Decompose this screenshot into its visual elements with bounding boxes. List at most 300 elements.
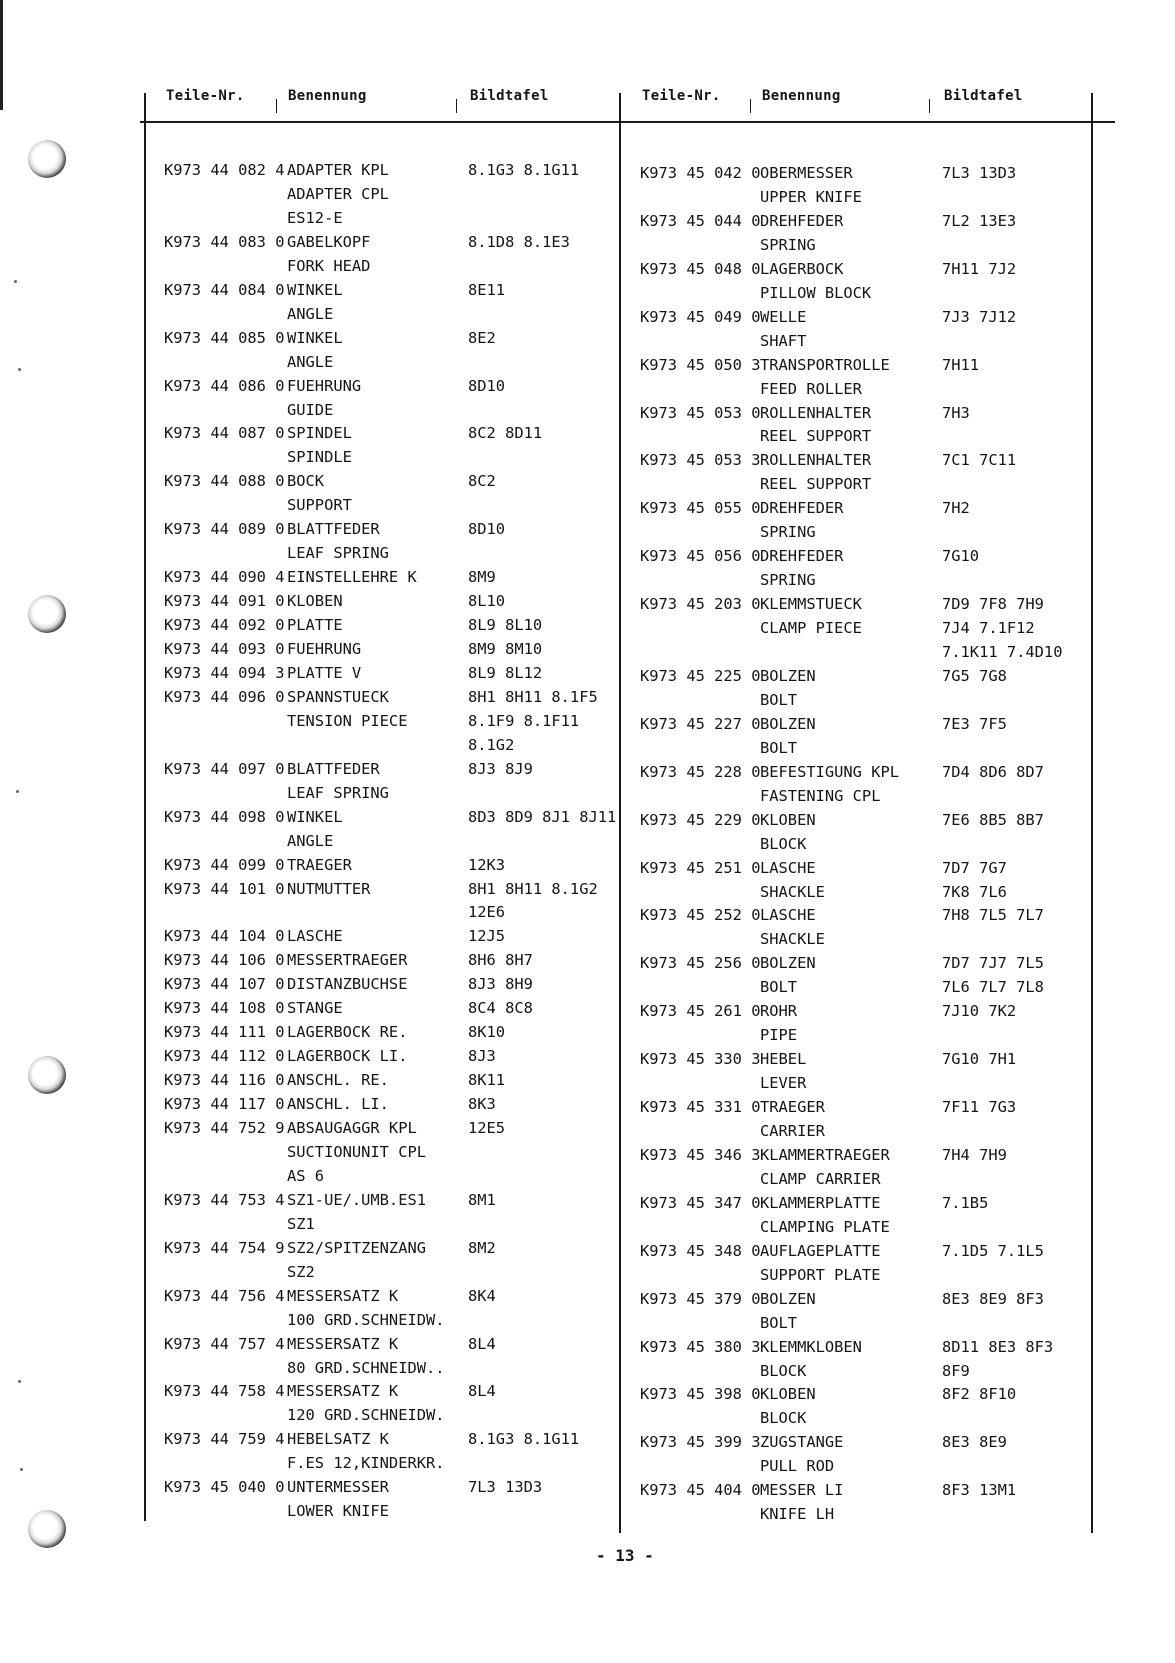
- part-number: K973 44 101 0: [164, 879, 285, 898]
- table-row: [0, 808, 1175, 832]
- part-name: KLAMMERPLATTE: [760, 1193, 881, 1212]
- header-plate-left: Bildtafel: [470, 88, 549, 104]
- part-name: PILLOW BLOCK: [760, 283, 872, 302]
- table-row: [0, 927, 1175, 951]
- part-number: K973 44 092 0: [164, 616, 285, 635]
- plate-reference: 7D4 8D6 8D7: [942, 762, 1044, 781]
- part-name: BLOCK: [760, 834, 807, 853]
- plate-reference: 7G10 7H1: [942, 1050, 1017, 1069]
- table-row: [0, 496, 1175, 520]
- table-row: [0, 209, 1175, 233]
- part-name: SPINDEL: [287, 424, 352, 443]
- plate-reference: 8L9 8L10: [468, 616, 543, 635]
- part-name: BOLT: [760, 978, 798, 997]
- plate-reference: 8K11: [468, 1071, 506, 1090]
- header-tick: [456, 99, 457, 113]
- part-number: K973 44 099 0: [164, 855, 285, 874]
- part-name: LASCHE: [760, 906, 816, 925]
- table-row: [0, 233, 1175, 257]
- part-number: K973 45 053 3: [640, 451, 761, 470]
- plate-reference: 7.1K11 7.4D10: [942, 643, 1063, 661]
- part-number: K973 44 759 4: [164, 1430, 285, 1449]
- plate-reference: 7H11: [942, 355, 980, 374]
- table-row: [0, 640, 1175, 664]
- part-name: AS 6: [287, 1166, 325, 1185]
- part-name: STANGE: [287, 999, 343, 1018]
- table-row: [0, 329, 1175, 353]
- plate-reference: 7L3 13D3: [468, 1478, 543, 1497]
- part-name: PLATTE: [287, 616, 343, 635]
- part-name: TRAEGER: [760, 1098, 825, 1117]
- part-number: K973 45 225 0: [640, 666, 761, 685]
- part-name: DREHFEDER: [760, 547, 844, 566]
- part-name: 80 GRD.SCHNEIDW..: [287, 1358, 445, 1377]
- part-name: WINKEL: [287, 807, 343, 826]
- part-name: OBERMESSER: [760, 164, 853, 182]
- plate-reference: 8L4: [468, 1334, 496, 1353]
- table-row: [0, 975, 1175, 999]
- table-row: [0, 1478, 1175, 1502]
- part-name: BLATTFEDER: [287, 759, 380, 778]
- plate-reference: 8J3 8J9: [468, 759, 533, 778]
- header-tick: [276, 99, 277, 113]
- part-name: SZ1: [287, 1214, 315, 1233]
- table-row: [0, 1071, 1175, 1095]
- part-name: WELLE: [760, 307, 807, 326]
- part-name: SUCTIONUNIT CPL: [287, 1142, 426, 1161]
- part-number: K973 44 086 0: [164, 376, 285, 395]
- part-name: BOLZEN: [760, 1289, 816, 1308]
- part-name: 120 GRD.SCHNEIDW.: [287, 1406, 445, 1425]
- part-number: K973 45 050 3: [640, 355, 761, 374]
- plate-reference: 7J10 7K2: [942, 1002, 1017, 1021]
- part-number: K973 45 399 3: [640, 1433, 761, 1452]
- table-row: [0, 1143, 1175, 1167]
- part-number: K973 45 398 0: [640, 1385, 761, 1404]
- part-name: F.ES 12,KINDERKR.: [287, 1454, 445, 1473]
- table-row: [0, 472, 1175, 496]
- part-number: K973 45 346 3: [640, 1145, 761, 1164]
- part-name: KLEMMSTUECK: [760, 595, 862, 614]
- part-name: BLATTFEDER: [287, 520, 380, 539]
- part-name: WINKEL: [287, 280, 343, 299]
- part-name: DISTANZBUCHSE: [287, 975, 408, 994]
- part-name: MESSERTRAEGER: [287, 951, 408, 970]
- table-row: [0, 377, 1175, 401]
- header-name-left: Benennung: [288, 88, 367, 104]
- table-row: [0, 448, 1175, 472]
- plate-reference: 7H8 7L5 7L7: [942, 906, 1044, 925]
- part-name: SZ1-UE/.UMB.ES1: [287, 1190, 426, 1209]
- part-number: K973 44 085 0: [164, 328, 285, 347]
- table-row: [0, 305, 1175, 329]
- part-name: SZ2: [287, 1262, 315, 1281]
- part-name: SPINDLE: [287, 448, 352, 467]
- part-name: ANGLE: [287, 352, 334, 371]
- part-number: K973 45 227 0: [640, 714, 761, 733]
- plate-reference: 7H11 7J2: [942, 259, 1017, 278]
- part-number: K973 44 107 0: [164, 975, 285, 994]
- part-name: ANGLE: [287, 304, 334, 323]
- plate-reference: 8K4: [468, 1286, 496, 1305]
- part-number: K973 44 117 0: [164, 1095, 285, 1114]
- part-number: K973 44 756 4: [164, 1286, 285, 1305]
- edge-mark: [0, 0, 3, 110]
- part-number: K973 44 089 0: [164, 520, 285, 539]
- plate-reference: 7F11 7G3: [942, 1098, 1017, 1117]
- part-name: KLAMMERTRAEGER: [760, 1145, 890, 1164]
- part-number: K973 45 404 0: [640, 1481, 761, 1500]
- part-name: BOLZEN: [760, 714, 816, 733]
- plate-reference: 12E5: [468, 1119, 506, 1137]
- part-name: WINKEL: [287, 328, 343, 347]
- part-name: EINSTELLEHRE K: [287, 568, 417, 587]
- plate-reference: 8.1F9 8.1F11: [468, 711, 580, 730]
- part-name: MESSERSATZ K: [287, 1286, 399, 1305]
- part-number: K973 44 754 9: [164, 1238, 285, 1257]
- plate-reference: 8C4 8C8: [468, 999, 533, 1018]
- part-name: BOLT: [760, 738, 798, 757]
- table-row: [0, 353, 1175, 377]
- plate-reference: 7D7 7J7 7L5: [942, 954, 1044, 973]
- part-number: K973 44 098 0: [164, 807, 285, 826]
- plate-reference: 7H2: [942, 499, 970, 518]
- plate-reference: 7G5 7G8: [942, 666, 1007, 685]
- part-number: K973 45 049 0: [640, 307, 761, 326]
- plate-reference: 12E6: [468, 903, 506, 922]
- part-name: UNTERMESSER: [287, 1478, 389, 1497]
- plate-reference: 8H1 8H11 8.1F5: [468, 687, 598, 706]
- table-row: [0, 1287, 1175, 1311]
- plate-reference: 8M2: [468, 1238, 496, 1257]
- table-row: [0, 1382, 1175, 1406]
- plate-reference: 8M9 8M10: [468, 640, 543, 658]
- part-name: BEFESTIGUNG KPL: [760, 762, 899, 781]
- plate-reference: 7.1D5 7.1L5: [942, 1241, 1044, 1260]
- part-name: ABSAUGAGGR KPL: [287, 1119, 417, 1137]
- part-name: PLATTE V: [287, 663, 362, 682]
- header-plate-right: Bildtafel: [944, 88, 1023, 104]
- plate-reference: 8H6 8H7: [468, 951, 533, 970]
- part-number: K973 45 042 0: [640, 164, 761, 182]
- table-row: [0, 1430, 1175, 1454]
- table-row: [0, 401, 1175, 425]
- part-number: K973 44 083 0: [164, 232, 285, 251]
- table-row: [0, 520, 1175, 544]
- part-number: K973 45 203 0: [640, 595, 761, 614]
- part-number: K973 44 112 0: [164, 1047, 285, 1066]
- part-number: K973 45 380 3: [640, 1337, 761, 1356]
- table-row: [0, 544, 1175, 568]
- plate-reference: 8J3 8H9: [468, 975, 533, 994]
- plate-reference: 8C2 8D11: [468, 424, 543, 443]
- part-name: CLAMP PIECE: [760, 619, 862, 638]
- table-row: [0, 880, 1175, 904]
- part-number: K973 44 752 9: [164, 1119, 285, 1137]
- plate-reference: 7C1 7C11: [942, 451, 1017, 470]
- part-number: K973 44 084 0: [164, 280, 285, 299]
- plate-reference: 8F9: [942, 1361, 970, 1380]
- table-row: [0, 1047, 1175, 1071]
- part-name: LEAF SPRING: [287, 544, 389, 563]
- plate-reference: 8C2: [468, 472, 496, 491]
- plate-reference: 8L4: [468, 1382, 496, 1401]
- table-row: [0, 664, 1175, 688]
- part-name: SZ2/SPITZENZANG: [287, 1238, 426, 1257]
- table-row: [0, 1167, 1175, 1191]
- part-name: HEBEL: [760, 1050, 807, 1069]
- part-number: K973 45 347 0: [640, 1193, 761, 1212]
- part-name: UPPER KNIFE: [760, 187, 862, 206]
- part-number: K973 45 055 0: [640, 499, 761, 518]
- part-name: KLOBEN: [760, 810, 816, 829]
- plate-reference: 8L9 8L12: [468, 663, 543, 682]
- plate-reference: 8D10: [468, 520, 506, 539]
- part-name: FASTENING CPL: [760, 786, 881, 805]
- plate-reference: 8M1: [468, 1190, 496, 1209]
- part-number: K973 45 056 0: [640, 547, 761, 566]
- part-number: K973 45 348 0: [640, 1241, 761, 1260]
- header-tick: [929, 99, 930, 113]
- table-row: [0, 1119, 1175, 1143]
- part-number: K973 44 090 4: [164, 568, 285, 587]
- part-name: ROLLENHALTER: [760, 403, 872, 422]
- part-number: K973 44 093 0: [164, 640, 285, 658]
- part-name: MESSERSATZ K: [287, 1382, 399, 1401]
- plate-reference: 7D7 7G7: [942, 858, 1007, 877]
- part-number: K973 45 228 0: [640, 762, 761, 781]
- part-name: ADAPTER KPL: [287, 161, 389, 179]
- table-row: [0, 856, 1175, 880]
- part-number: K973 45 331 0: [640, 1098, 761, 1117]
- plate-reference: 7J3 7J12: [942, 307, 1017, 326]
- plate-reference: 8J3: [468, 1047, 496, 1066]
- plate-reference: 7H4 7H9: [942, 1145, 1007, 1164]
- part-name: DREHFEDER: [760, 499, 844, 518]
- plate-reference: 7G10: [942, 547, 980, 566]
- part-number: K973 44 094 3: [164, 663, 285, 682]
- plate-reference: 8.1G2: [468, 735, 515, 754]
- part-name: KLOBEN: [760, 1385, 816, 1404]
- plate-reference: 8M9: [468, 568, 496, 587]
- plate-reference: 7L2 13E3: [942, 211, 1017, 230]
- part-name: GABELKOPF: [287, 232, 371, 251]
- part-number: K973 44 116 0: [164, 1071, 285, 1090]
- part-name: SPRING: [760, 523, 816, 542]
- part-number: K973 44 088 0: [164, 472, 285, 491]
- table-row: [0, 784, 1175, 808]
- part-name: SPRING: [760, 571, 816, 590]
- table-row: [0, 1454, 1175, 1478]
- table-row: [0, 736, 1175, 760]
- plate-reference: 8E2: [468, 328, 496, 347]
- table-row: [0, 832, 1175, 856]
- part-number: K973 44 111 0: [164, 1023, 285, 1042]
- table-row: [0, 1023, 1175, 1047]
- part-name: FEED ROLLER: [760, 379, 862, 398]
- part-name: LASCHE: [287, 927, 343, 946]
- part-name: BOLZEN: [760, 954, 816, 973]
- plate-reference: 8D3 8D9 8J1 8J11: [468, 807, 617, 826]
- plate-reference: 8F2 8F10: [942, 1385, 1017, 1404]
- part-number: K973 45 251 0: [640, 858, 761, 877]
- part-name: ROHR: [760, 1002, 798, 1021]
- plate-reference: 7E3 7F5: [942, 714, 1007, 733]
- table-row: [0, 161, 1175, 185]
- part-number: K973 44 087 0: [164, 424, 285, 443]
- part-name: DREHFEDER: [760, 211, 844, 230]
- part-name: TRANSPORTROLLE: [760, 355, 890, 374]
- plate-reference: 8.1G3 8.1G11: [468, 161, 580, 179]
- part-name: SUPPORT: [287, 496, 352, 515]
- part-name: SPRING: [760, 235, 816, 254]
- table-row: [0, 568, 1175, 592]
- part-number: K973 44 096 0: [164, 687, 285, 706]
- plate-reference: 8D11 8E3 8F3: [942, 1337, 1054, 1356]
- table-row: [0, 712, 1175, 736]
- part-name: BOLT: [760, 690, 798, 709]
- part-number: K973 45 040 0: [164, 1478, 285, 1497]
- plate-reference: 7K8 7L6: [942, 882, 1007, 901]
- table-row: [0, 1215, 1175, 1239]
- table-row: [0, 1095, 1175, 1119]
- part-name: SHACKLE: [760, 882, 825, 901]
- part-name: LAGERBOCK RE.: [287, 1023, 408, 1042]
- plate-reference: 7.1B5: [942, 1193, 989, 1212]
- table-row: [0, 424, 1175, 448]
- part-name: BOLZEN: [760, 666, 816, 685]
- part-name: LASCHE: [760, 858, 816, 877]
- header-name-right: Benennung: [762, 88, 841, 104]
- part-number: K973 45 229 0: [640, 810, 761, 829]
- table-row: [0, 1359, 1175, 1383]
- part-name: LAGERBOCK LI.: [287, 1047, 408, 1066]
- part-name: MESSER LI: [760, 1481, 844, 1500]
- plate-reference: 8H1 8H11 8.1G2: [468, 879, 598, 898]
- part-name: CLAMP CARRIER: [760, 1169, 881, 1188]
- part-number: K973 45 053 0: [640, 403, 761, 422]
- part-name: NUTMUTTER: [287, 879, 371, 898]
- plate-reference: 8K10: [468, 1023, 506, 1042]
- part-number: K973 44 082 4: [164, 161, 285, 179]
- part-name: 100 GRD.SCHNEIDW.: [287, 1310, 445, 1329]
- table-row: [0, 760, 1175, 784]
- table-row: [0, 257, 1175, 281]
- part-number: K973 45 044 0: [640, 211, 761, 230]
- part-name: BLOCK: [760, 1361, 807, 1380]
- part-name: PIPE: [760, 1026, 798, 1045]
- part-name: SHACKLE: [760, 930, 825, 949]
- part-number: K973 44 104 0: [164, 927, 285, 946]
- part-number: K973 44 108 0: [164, 999, 285, 1018]
- part-name: LEVER: [760, 1074, 807, 1093]
- part-name: ANSCHL. RE.: [287, 1071, 389, 1090]
- plate-reference: 7H3: [942, 403, 970, 422]
- part-name: ROLLENHALTER: [760, 451, 872, 470]
- plate-reference: 8.1D8 8.1E3: [468, 232, 570, 251]
- part-name: ADAPTER CPL: [287, 184, 389, 203]
- part-number: K973 45 261 0: [640, 1002, 761, 1021]
- part-number: K973 45 252 0: [640, 906, 761, 925]
- part-name: SUPPORT PLATE: [760, 1265, 881, 1284]
- header-tick: [750, 99, 751, 113]
- part-name: GUIDE: [287, 400, 334, 419]
- header-part-number-right: Teile-Nr.: [642, 88, 721, 104]
- part-name: TRAEGER: [287, 855, 352, 874]
- part-name: REEL SUPPORT: [760, 427, 872, 446]
- part-name: KLOBEN: [287, 592, 343, 611]
- part-name: LOWER KNIFE: [287, 1502, 389, 1521]
- table-row: [0, 1263, 1175, 1287]
- plate-reference: 12J5: [468, 927, 506, 946]
- table-row: [0, 688, 1175, 712]
- plate-reference: 12K3: [468, 855, 506, 874]
- plate-reference: 7E6 8B5 8B7: [942, 810, 1044, 829]
- part-name: REEL SUPPORT: [760, 475, 872, 494]
- table-row: [0, 1406, 1175, 1430]
- part-number: K973 45 379 0: [640, 1289, 761, 1308]
- part-name: MESSERSATZ K: [287, 1334, 399, 1353]
- plate-reference: 7J4 7.1F12: [942, 619, 1035, 638]
- part-name: ANGLE: [287, 831, 334, 850]
- part-number: K973 44 091 0: [164, 592, 285, 611]
- part-number: K973 44 753 4: [164, 1190, 285, 1209]
- part-name: KNIFE LH: [760, 1505, 835, 1524]
- part-name: AUFLAGEPLATTE: [760, 1241, 881, 1260]
- part-name: SPANNSTUECK: [287, 687, 389, 706]
- plate-reference: 8F3 13M1: [942, 1481, 1017, 1500]
- table-row: [0, 185, 1175, 209]
- part-name: BOLT: [760, 1313, 798, 1332]
- plate-reference: 8.1G3 8.1G11: [468, 1430, 580, 1449]
- part-name: ANSCHL. LI.: [287, 1095, 389, 1114]
- part-name: BLOCK: [760, 1409, 807, 1428]
- part-name: ZUGSTANGE: [760, 1433, 844, 1452]
- page-number: - 13 -: [596, 1546, 654, 1565]
- part-number: K973 44 758 4: [164, 1382, 285, 1401]
- part-name: SHAFT: [760, 331, 807, 350]
- plate-reference: 8E11: [468, 280, 506, 299]
- plate-reference: 7L3 13D3: [942, 164, 1017, 182]
- plate-reference: 8L10: [468, 592, 506, 611]
- part-number: K973 44 106 0: [164, 951, 285, 970]
- plate-reference: 8E3 8E9 8F3: [942, 1289, 1044, 1308]
- part-number: K973 45 256 0: [640, 954, 761, 973]
- table-row: [0, 999, 1175, 1023]
- table-row: [0, 1311, 1175, 1335]
- header-rule: [140, 121, 1115, 123]
- part-number: K973 44 757 4: [164, 1334, 285, 1353]
- table-row: [0, 1335, 1175, 1359]
- part-name: LEAF SPRING: [287, 783, 389, 802]
- plate-reference: 7L6 7L7 7L8: [942, 978, 1044, 997]
- table-row: [0, 903, 1175, 927]
- part-name: FORK HEAD: [287, 256, 371, 275]
- part-name: CARRIER: [760, 1122, 825, 1140]
- part-name: BOCK: [287, 472, 325, 491]
- table-row: [0, 281, 1175, 305]
- part-name: KLEMMKLOBEN: [760, 1337, 862, 1356]
- plate-reference: 8D10: [468, 376, 506, 395]
- plate-reference: 7D9 7F8 7H9: [942, 595, 1044, 614]
- table-row: [0, 1502, 1175, 1526]
- part-name: TENSION PIECE: [287, 711, 408, 730]
- table-row: [0, 1239, 1175, 1263]
- part-number: K973 44 097 0: [164, 759, 285, 778]
- plate-reference: 8E3 8E9: [942, 1433, 1007, 1452]
- header-part-number-left: Teile-Nr.: [166, 88, 245, 104]
- part-name: FUEHRUNG: [287, 376, 362, 395]
